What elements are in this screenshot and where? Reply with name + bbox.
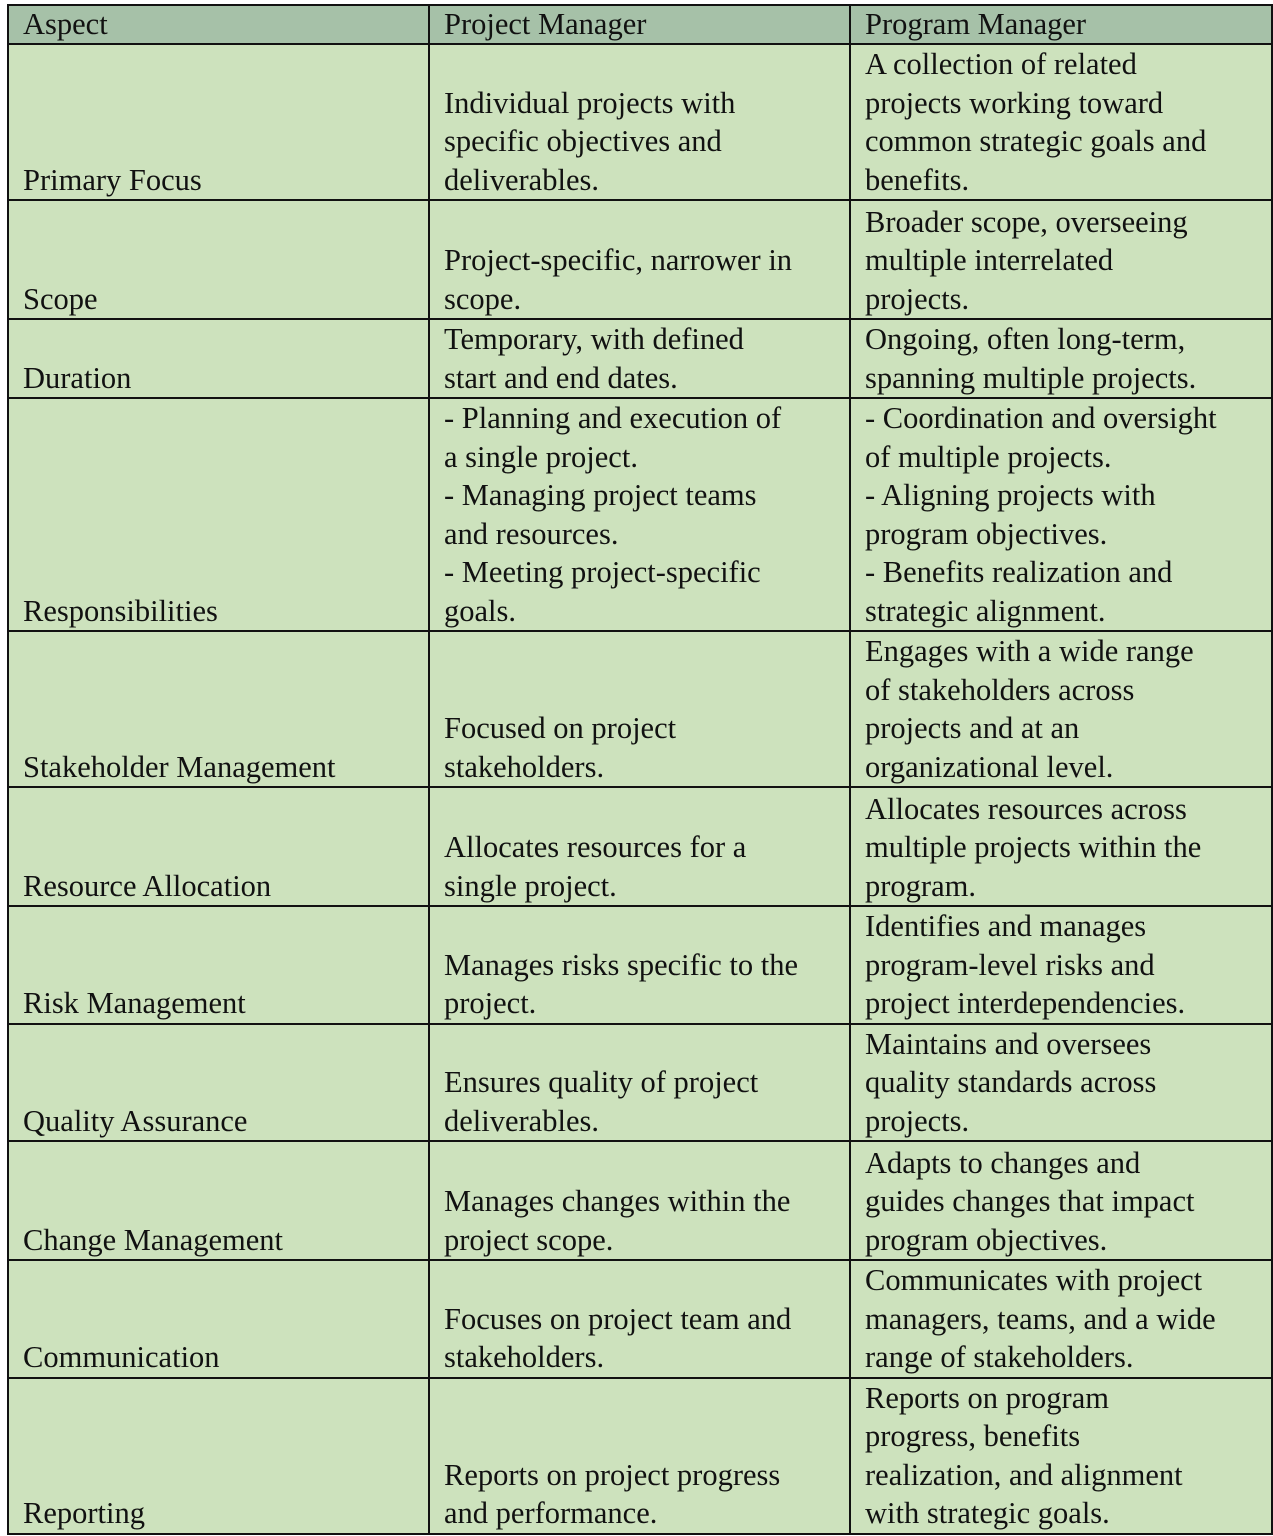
program-manager-cell: Identifies and manages program-level risks and project interdependencies. — [850, 906, 1272, 1024]
project-manager-cell: Individual projects with specific objectives and deliverables. — [429, 44, 850, 200]
project-manager-cell: Manages risks specific to the project. — [429, 906, 850, 1024]
project-manager-cell: Manages changes within the project scope. — [429, 1141, 850, 1260]
program-manager-cell: A collection of related projects working toward common strategic goals and benefits. — [850, 44, 1272, 200]
comparison-table-container — [7, 4, 1271, 1535]
project-manager-cell: Allocates resources for a single project. — [429, 787, 850, 906]
table-row — [8, 631, 1272, 787]
table-row — [8, 44, 1272, 200]
program-manager-cell: Allocates resources across multiple projects within the program. — [850, 787, 1272, 906]
table-row — [8, 1024, 1272, 1142]
table-row — [8, 906, 1272, 1024]
program-manager-cell: Engages with a wide range of stakeholders across projects and at an organizational level. — [850, 631, 1272, 787]
aspect-cell: Communication — [8, 1260, 429, 1378]
aspect-cell: Scope — [8, 200, 429, 319]
program-manager-cell: - Coordination and oversight of multiple projects. - Aligning projects with program objectives. - Benefits realization and strategic alignment. — [850, 398, 1272, 631]
aspect-cell: Resource Allocation — [8, 787, 429, 906]
program-manager-cell: Ongoing, often long-term, spanning multiple projects. — [850, 319, 1272, 398]
program-manager-cell: Adapts to changes and guides changes that impact program objectives. — [850, 1141, 1272, 1260]
table-header-row — [8, 5, 1272, 44]
project-manager-cell: Focuses on project team and stakeholders. — [429, 1260, 850, 1378]
project-manager-cell: Focused on project stakeholders. — [429, 631, 850, 787]
table-row — [8, 1141, 1272, 1260]
aspect-cell: Risk Management — [8, 906, 429, 1024]
program-manager-cell: Reports on program progress, benefits realization, and alignment with strategic goals. — [850, 1378, 1272, 1534]
table-row — [8, 1378, 1272, 1534]
aspect-cell: Responsibilities — [8, 398, 429, 631]
header-program-manager: Program Manager — [850, 5, 1272, 44]
table-row — [8, 398, 1272, 631]
aspect-cell: Primary Focus — [8, 44, 429, 200]
project-manager-cell: Reports on project progress and performance. — [429, 1378, 850, 1534]
project-manager-cell: Project-specific, narrower in scope. — [429, 200, 850, 319]
header-aspect: Aspect — [8, 5, 429, 44]
aspect-cell: Reporting — [8, 1378, 429, 1534]
aspect-cell: Quality Assurance — [8, 1024, 429, 1142]
aspect-cell: Duration — [8, 319, 429, 398]
program-manager-cell: Maintains and oversees quality standards across projects. — [850, 1024, 1272, 1142]
program-manager-cell: Broader scope, overseeing multiple interrelated projects. — [850, 200, 1272, 319]
project-manager-cell: - Planning and execution of a single project. - Managing project teams and resources. - Meeting project-specific goals. — [429, 398, 850, 631]
project-manager-cell: Ensures quality of project deliverables. — [429, 1024, 850, 1142]
table-row — [8, 319, 1272, 398]
header-project-manager: Project Manager — [429, 5, 850, 44]
table-row — [8, 787, 1272, 906]
comparison-table — [7, 4, 1273, 1535]
program-manager-cell: Communicates with project managers, teams, and a wide range of stakeholders. — [850, 1260, 1272, 1378]
table-row — [8, 1260, 1272, 1378]
aspect-cell: Stakeholder Management — [8, 631, 429, 787]
aspect-cell: Change Management — [8, 1141, 429, 1260]
table-row — [8, 200, 1272, 319]
project-manager-cell: Temporary, with defined start and end dates. — [429, 319, 850, 398]
